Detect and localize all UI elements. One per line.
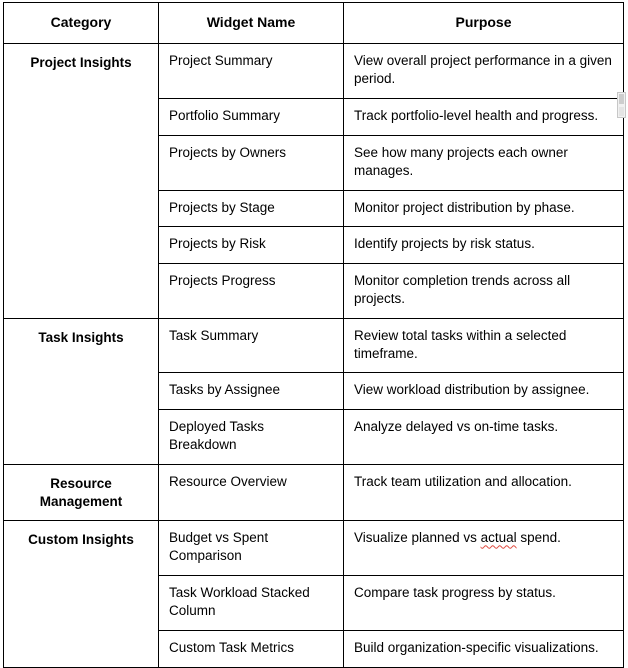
widget-name-cell: Budget vs Spent Comparison	[159, 521, 344, 576]
purpose-cell: See how many projects each owner manages.	[344, 135, 624, 190]
widget-name-cell: Task Summary	[159, 318, 344, 373]
table-row	[4, 521, 624, 576]
purpose-cell: Monitor completion trends across all projects.	[344, 264, 624, 319]
widget-name-cell: Tasks by Assignee	[159, 373, 344, 410]
table-header	[4, 3, 624, 44]
widget-name-cell: Projects by Risk	[159, 227, 344, 264]
purpose-cell: Build organization-specific visualizations.	[344, 630, 624, 667]
table-header-row	[4, 3, 624, 44]
purpose-cell: View overall project performance in a given period.	[344, 44, 624, 99]
purpose-cell: Analyze delayed vs on-time tasks.	[344, 410, 624, 465]
table-row	[4, 318, 624, 373]
column-header-widget-name: Widget Name	[159, 3, 344, 44]
column-header-category: Category	[4, 3, 159, 44]
widget-name-cell: Projects by Owners	[159, 135, 344, 190]
purpose-cell: Identify projects by risk status.	[344, 227, 624, 264]
purpose-cell: Compare task progress by status.	[344, 576, 624, 631]
category-cell-custom-insights: Custom Insights	[4, 521, 159, 667]
spellcheck-marked-word: actual	[480, 530, 517, 546]
widget-name-cell: Projects by Stage	[159, 190, 344, 227]
widget-name-cell: Project Summary	[159, 44, 344, 99]
purpose-cell: Track team utilization and allocation.	[344, 464, 624, 521]
widget-name-cell: Custom Task Metrics	[159, 630, 344, 667]
purpose-cell: View workload distribution by assignee.	[344, 373, 624, 410]
widget-name-cell: Resource Overview	[159, 464, 344, 521]
widget-name-cell: Projects Progress	[159, 264, 344, 319]
purpose-text-prefix: Visualize planned vs	[354, 530, 481, 546]
scrollbar-down-arrow-icon[interactable]	[619, 107, 624, 116]
category-cell-project-insights: Project Insights	[4, 44, 159, 318]
widget-catalog-table	[3, 2, 624, 668]
category-cell-task-insights: Task Insights	[4, 318, 159, 464]
purpose-cell: Track portfolio-level health and progress.	[344, 99, 624, 136]
purpose-cell: Review total tasks within a selected timeframe.	[344, 318, 624, 373]
table-body	[4, 44, 624, 667]
table-row	[4, 464, 624, 521]
widget-name-cell: Deployed Tasks Breakdown	[159, 410, 344, 465]
purpose-cell	[344, 521, 624, 576]
widget-name-cell: Portfolio Summary	[159, 99, 344, 136]
purpose-cell: Monitor project distribution by phase.	[344, 190, 624, 227]
scrollbar[interactable]	[617, 92, 626, 118]
purpose-text-suffix: spend.	[516, 530, 561, 546]
table-row	[4, 44, 624, 99]
column-header-purpose: Purpose	[344, 3, 624, 44]
category-cell-resource-management: Resource Management	[4, 464, 159, 521]
widget-name-cell: Task Workload Stacked Column	[159, 576, 344, 631]
scrollbar-thumb[interactable]	[619, 94, 624, 104]
document-page	[0, 2, 628, 661]
